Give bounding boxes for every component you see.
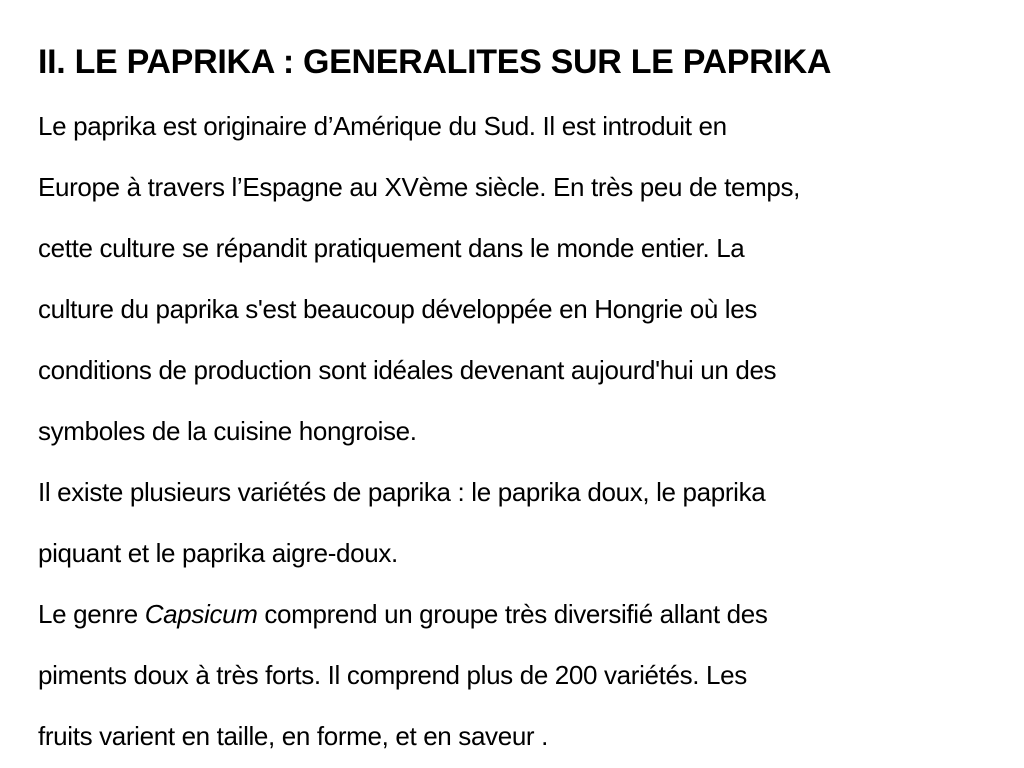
paragraph1-line: cette culture se répandit pratiquement dans le monde entier. La bbox=[38, 233, 745, 263]
paragraph2-line: piquant et le paprika aigre-doux. bbox=[38, 538, 398, 568]
paragraph3-line bbox=[38, 584, 998, 645]
slide-title: II. LE PAPRIKA : GENERALITES SUR LE PAPRIKA bbox=[38, 43, 832, 81]
paragraph1-line: culture du paprika s'est beaucoup développée en Hongrie où les bbox=[38, 294, 757, 324]
paragraph1-line: symboles de la cuisine hongroise. bbox=[38, 416, 417, 446]
genus-name: Capsicum bbox=[144, 599, 258, 629]
paragraph1-line: Le paprika est originaire d’Amérique du Sud. Il est introduit en bbox=[38, 111, 727, 141]
slide-body bbox=[38, 96, 998, 767]
paragraph2-line: Il existe plusieurs variétés de paprika : le paprika doux, le paprika bbox=[38, 477, 766, 507]
paragraph3-line: fruits varient en taille, en forme, et en saveur . bbox=[38, 721, 548, 751]
paragraph1-line: Europe à travers l’Espagne au XVème siècle. En très peu de temps, bbox=[38, 172, 801, 202]
paragraph1-line: conditions de production sont idéales devenant aujourd'hui un des bbox=[38, 355, 777, 385]
paragraph3-line: piments doux à très forts. Il comprend plus de 200 variétés. Les bbox=[38, 660, 747, 690]
genre-suffix: comprend un groupe très diversifié allant des bbox=[257, 599, 768, 629]
genre-prefix: Le genre bbox=[38, 599, 145, 629]
